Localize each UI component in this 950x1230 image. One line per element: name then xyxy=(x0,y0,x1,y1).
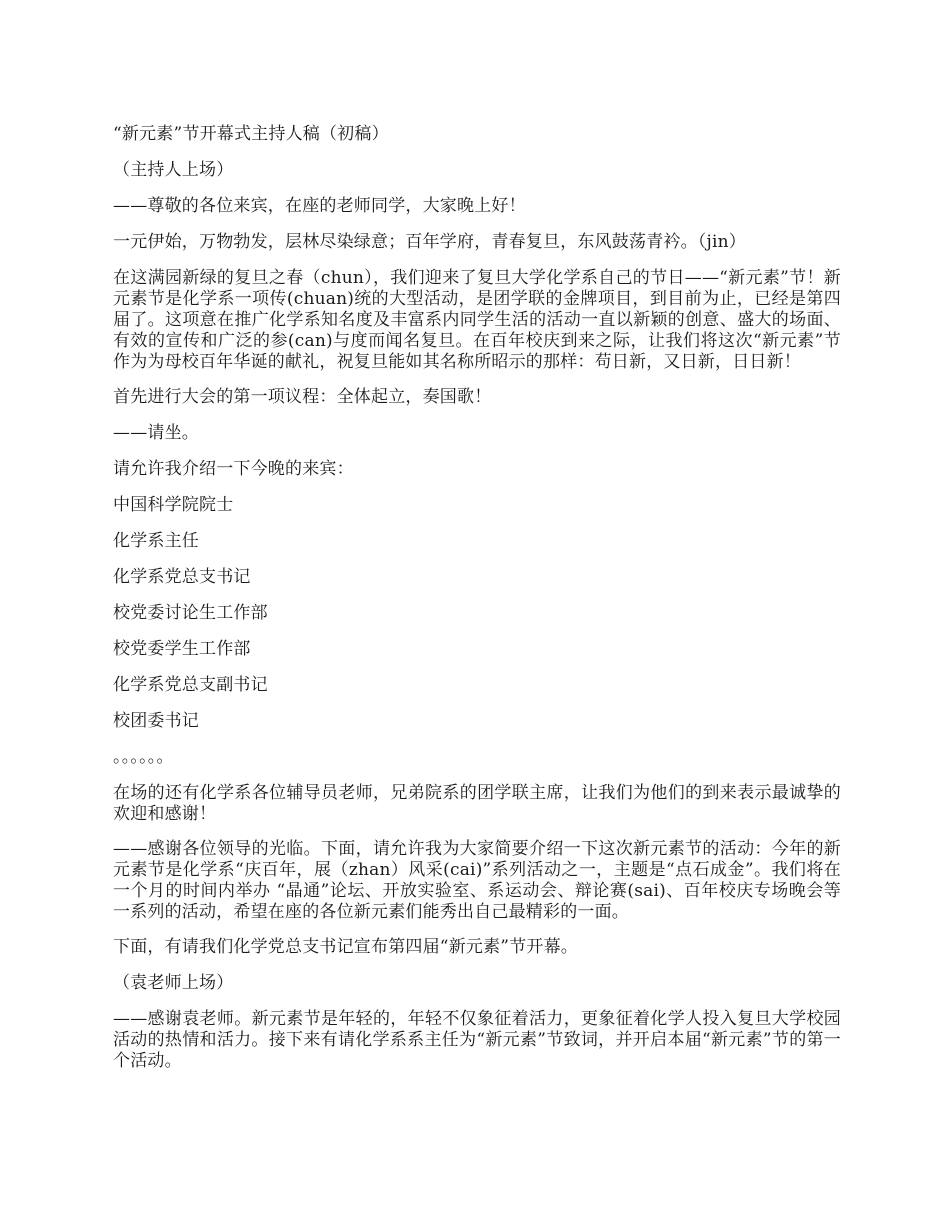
guest-item: 化学系党总支副书记 xyxy=(113,675,268,695)
stage-direction: （主持人上场） xyxy=(113,160,234,180)
guest-item: 校党委讨论生工作部 xyxy=(113,603,268,623)
guest-item: 化学系党总支书记 xyxy=(113,567,251,587)
paragraph: ——尊敬的各位来宾，在座的老师同学，大家晚上好！ xyxy=(113,196,526,216)
document-body xyxy=(113,124,841,1086)
paragraph: ——感谢袁老师。新元素节是年轻的，年轻不仅象征着活力，更象征着化学人投入复旦大学校园活动的热情和活力。接下来有请化学系系主任为“新元素”节致词，并开启本届“新元素”节的第一个活动。 xyxy=(113,1009,841,1071)
paragraph: ——请坐。 xyxy=(113,423,199,443)
paragraph: 下面，有请我们化学党总支书记宣布第四届“新元素”节开幕。 xyxy=(113,937,578,957)
paragraph: ——感谢各位领导的光临。下面，请允许我为大家简要介绍一下这次新元素节的活动：今年的新元素节是化学系“庆百年，展（zhan）风采(cai)”系列活动之一，主题是“点石成金”。我们将在一个月的时间内举办 “晶通”论坛、开放实验室、系运动会、辩论赛(sai)、百年校庆专场晚会等一系列的活动，希望在座的各位新元素们能秀出自己最精彩的一面。 xyxy=(113,839,841,922)
guest-item: 中国科学院院士 xyxy=(113,495,234,515)
paragraph: 在场的还有化学系各位辅导员老师，兄弟院系的团学联主席，让我们为他们的到来表示最诚挚的欢迎和感谢！ xyxy=(113,783,841,824)
paragraph: 在这满园新绿的复旦之春（chun），我们迎来了复旦大学化学系自己的节日——“新元素”节！新元素节是化学系一项传(chuan)统的大型活动，是团学联的金牌项目，到目前为止，已经是第四届了。这项意在推广化学系知名度及丰富系内同学生活的活动一直以新颖的创意、盛大的场面、有效的宣传和广泛的参(can)与度而闻名复旦。在百年校庆到来之际，让我们将这次“新元素”节作为为母校百年华诞的献礼，祝复旦能如其名称所昭示的那样：苟日新，又日新，日日新！ xyxy=(113,268,841,372)
guest-item: 校党委学生工作部 xyxy=(113,639,251,659)
ellipsis-line: 。。。。。。 xyxy=(113,747,174,767)
paragraph: 首先进行大会的第一项议程：全体起立，奏国歌！ xyxy=(113,387,492,407)
document-title: “新元素”节开幕式主持人稿（初稿） xyxy=(113,124,389,144)
paragraph: 请允许我介绍一下今晚的来宾： xyxy=(113,459,354,479)
stage-direction: （袁老师上场） xyxy=(113,973,234,993)
guest-item: 化学系主任 xyxy=(113,531,199,551)
paragraph: 一元伊始，万物勃发，层林尽染绿意；百年学府，青春复旦，东风鼓荡青衿。（jin） xyxy=(113,232,746,252)
guest-item: 校团委书记 xyxy=(113,711,199,731)
